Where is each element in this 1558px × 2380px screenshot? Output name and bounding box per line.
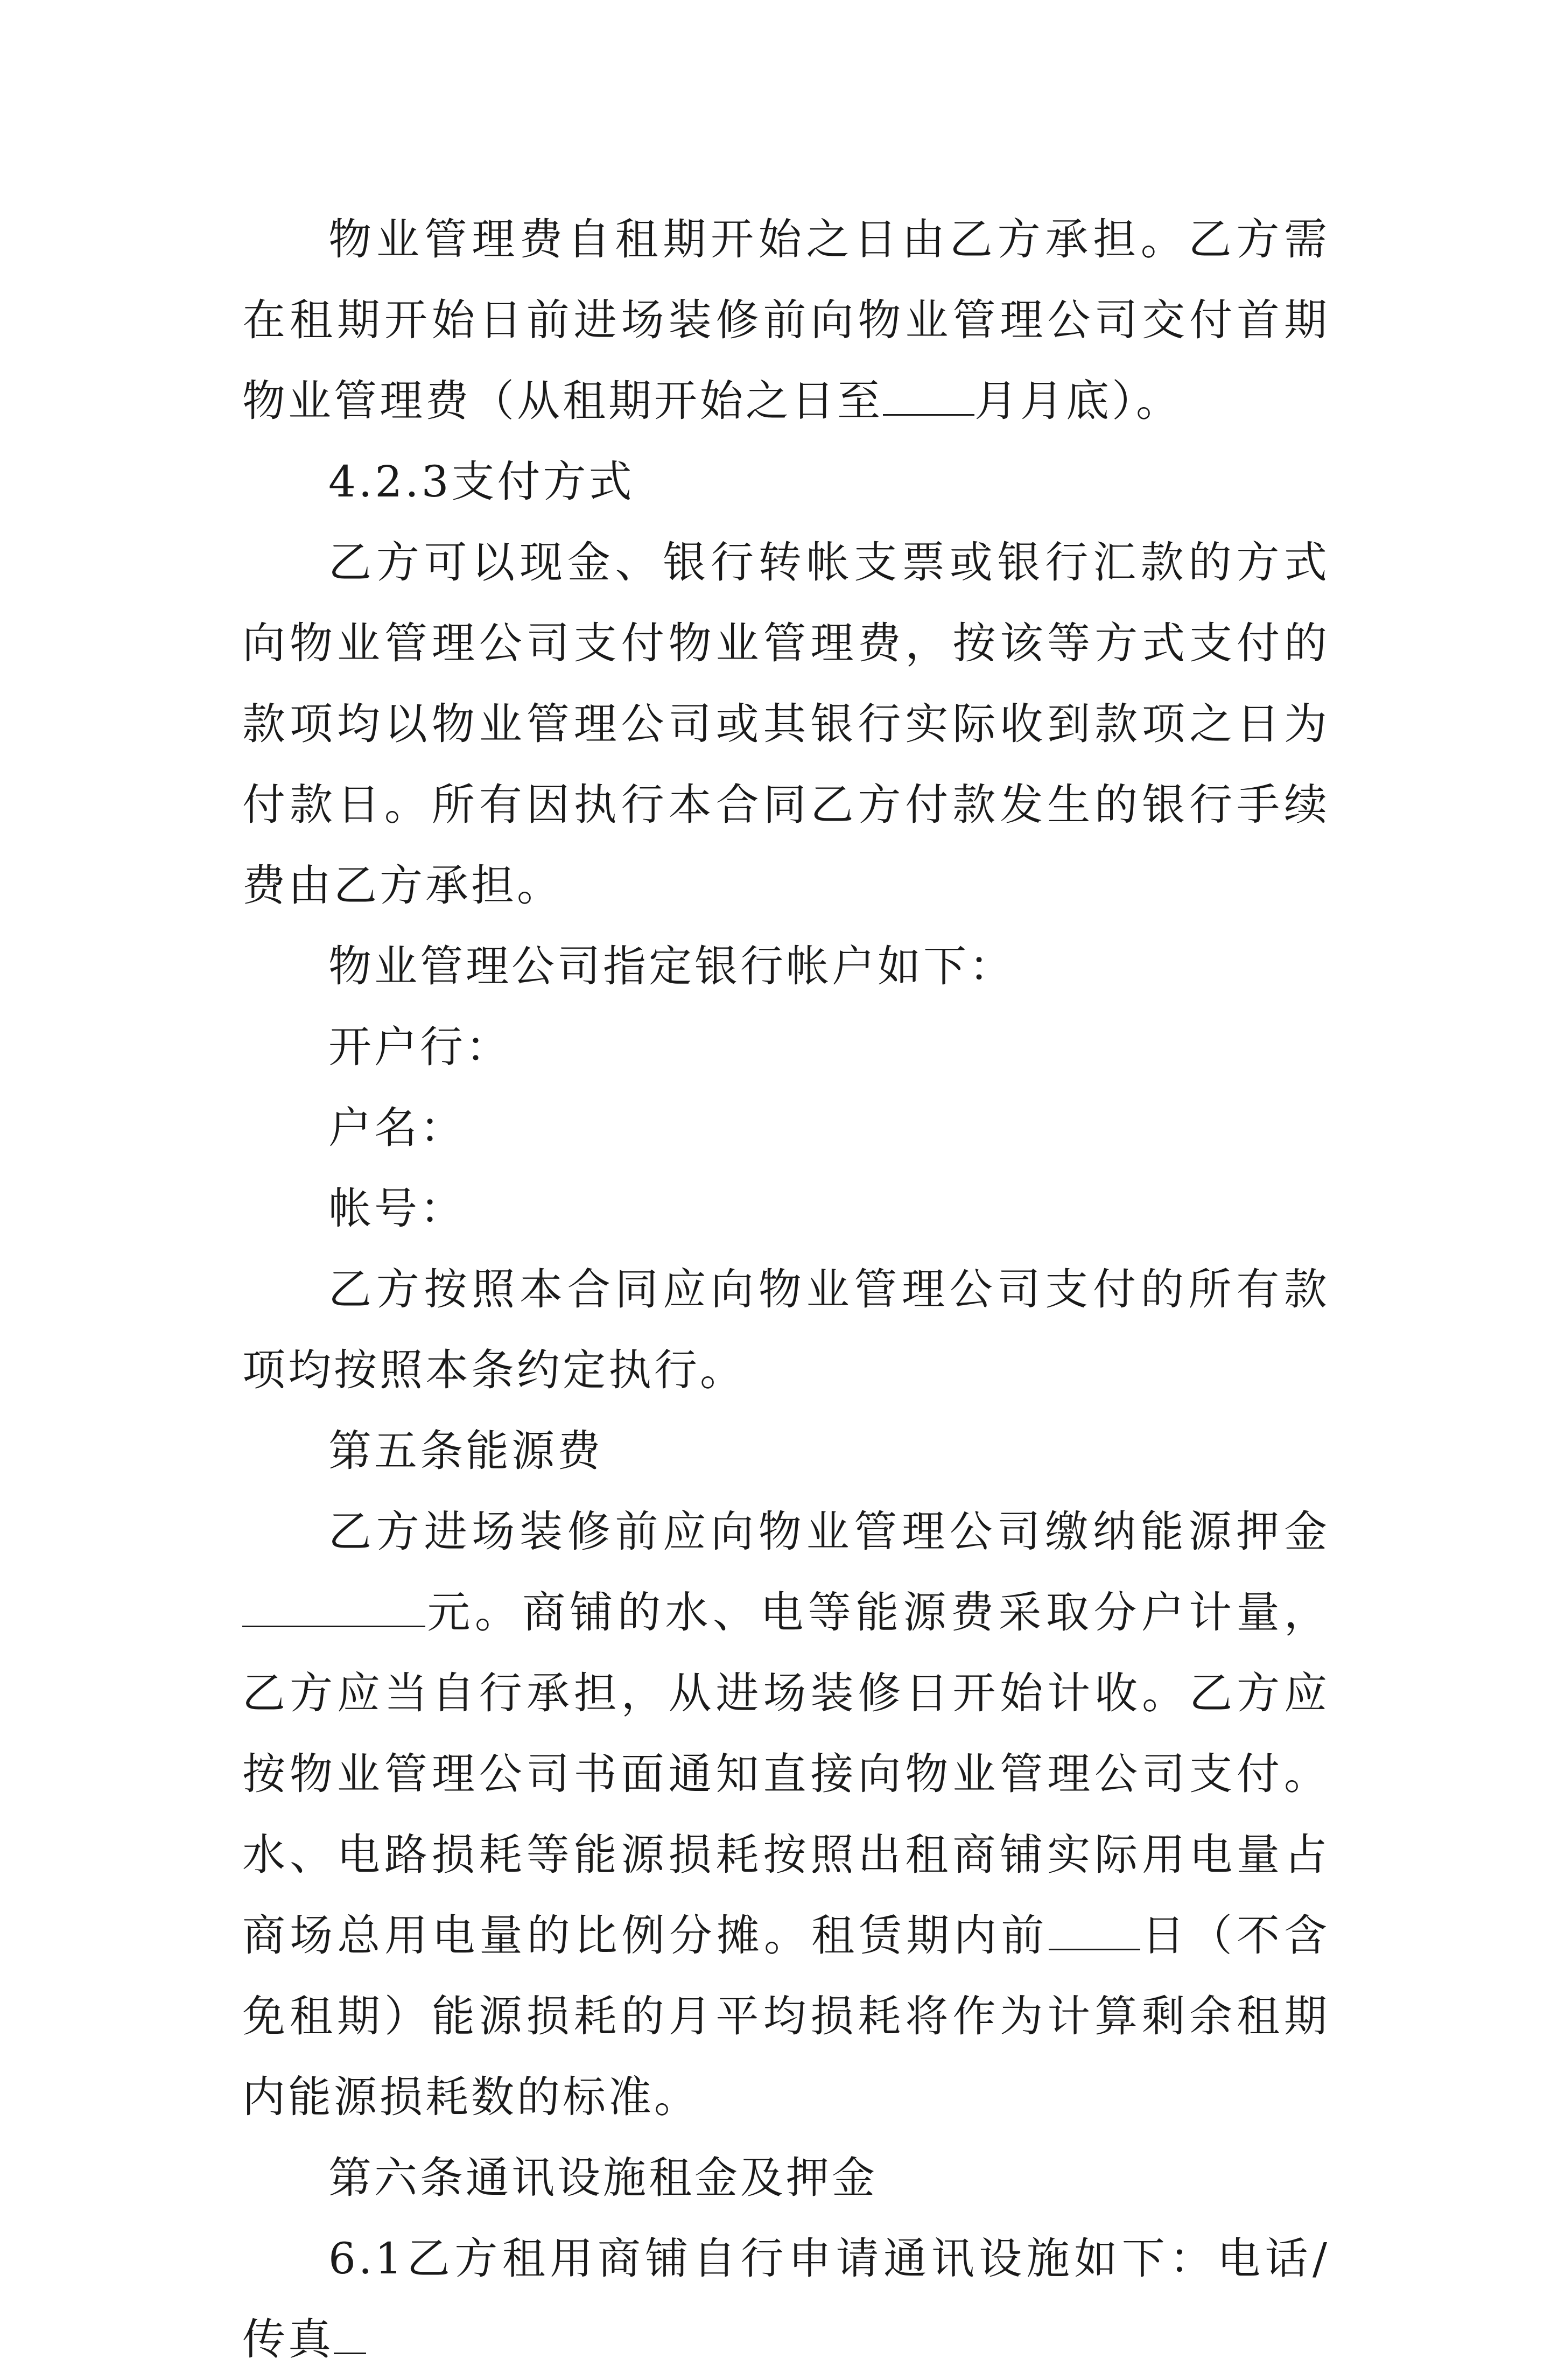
paragraph-text: 乙方进场装修前应向物业管理公司缴纳能源押金 (328, 1507, 1330, 1557)
paragraph-payment-terms: 乙方按照本合同应向物业管理公司支付的所有款项均按照本条约定执行。 (242, 1264, 1330, 1395)
section-heading-energy-fee: 第五条能源费 (328, 1426, 603, 1476)
paragraph-text: 物业管理费自租期开始之日由乙方承担。乙方需在租期开始日前进场装修前向物业管理公司交付首期物业管理费（从租期开始之日至 (242, 214, 1330, 426)
paragraph-property-fee (242, 199, 1330, 442)
paragraph-text: 元。商铺的水、电等能源费采取分户计量，乙方应当自行承担，从进场装修日开始计收。乙方应按物业管理公司书面通知直接向物业管理公司支付。水、电路损耗等能源损耗按照出租商铺实际用电量占商场总用电量的比例分摊。租赁期内前 (242, 1587, 1330, 1961)
paragraph-payment-method: 乙方可以现金、银行转帐支票或银行汇款的方式向物业管理公司支付物业管理费，按该等方式支付的款项均以物业管理公司或其银行实际收到款项之日为付款日。所有因执行本合同乙方付款发生的银行手续费由乙方承担。 (242, 537, 1330, 911)
paragraph-bank-account-intro: 物业管理公司指定银行帐户如下： (328, 941, 1015, 991)
fill-blank[interactable] (883, 376, 974, 416)
field-bank-name: 开户行： (328, 1022, 511, 1072)
paragraph-energy-fee (242, 1492, 1330, 2138)
paragraph-text: 6.1乙方租用商铺自行申请通讯设施如下：电话/传真 (242, 2234, 1330, 2364)
section-heading-payment-method: 4.2.3支付方式 (328, 457, 635, 507)
fill-blank[interactable] (242, 1588, 425, 1627)
field-account-number: 帐号： (328, 1184, 466, 1234)
paragraph-text: 月月底）。 (974, 376, 1182, 426)
field-account-name: 户名： (328, 1103, 466, 1153)
fill-blank[interactable] (334, 2315, 366, 2354)
paragraph-telecom-facilities (242, 2218, 1330, 2380)
fill-blank[interactable] (1049, 1911, 1140, 1950)
document-body (242, 199, 1330, 2380)
paragraph-text: 日（不含免租期）能源损耗的月平均损耗将作为计算剩余租期内能源损耗数的标准。 (242, 1910, 1330, 2122)
section-heading-telecom: 第六条通讯设施租金及押金 (328, 2153, 878, 2203)
